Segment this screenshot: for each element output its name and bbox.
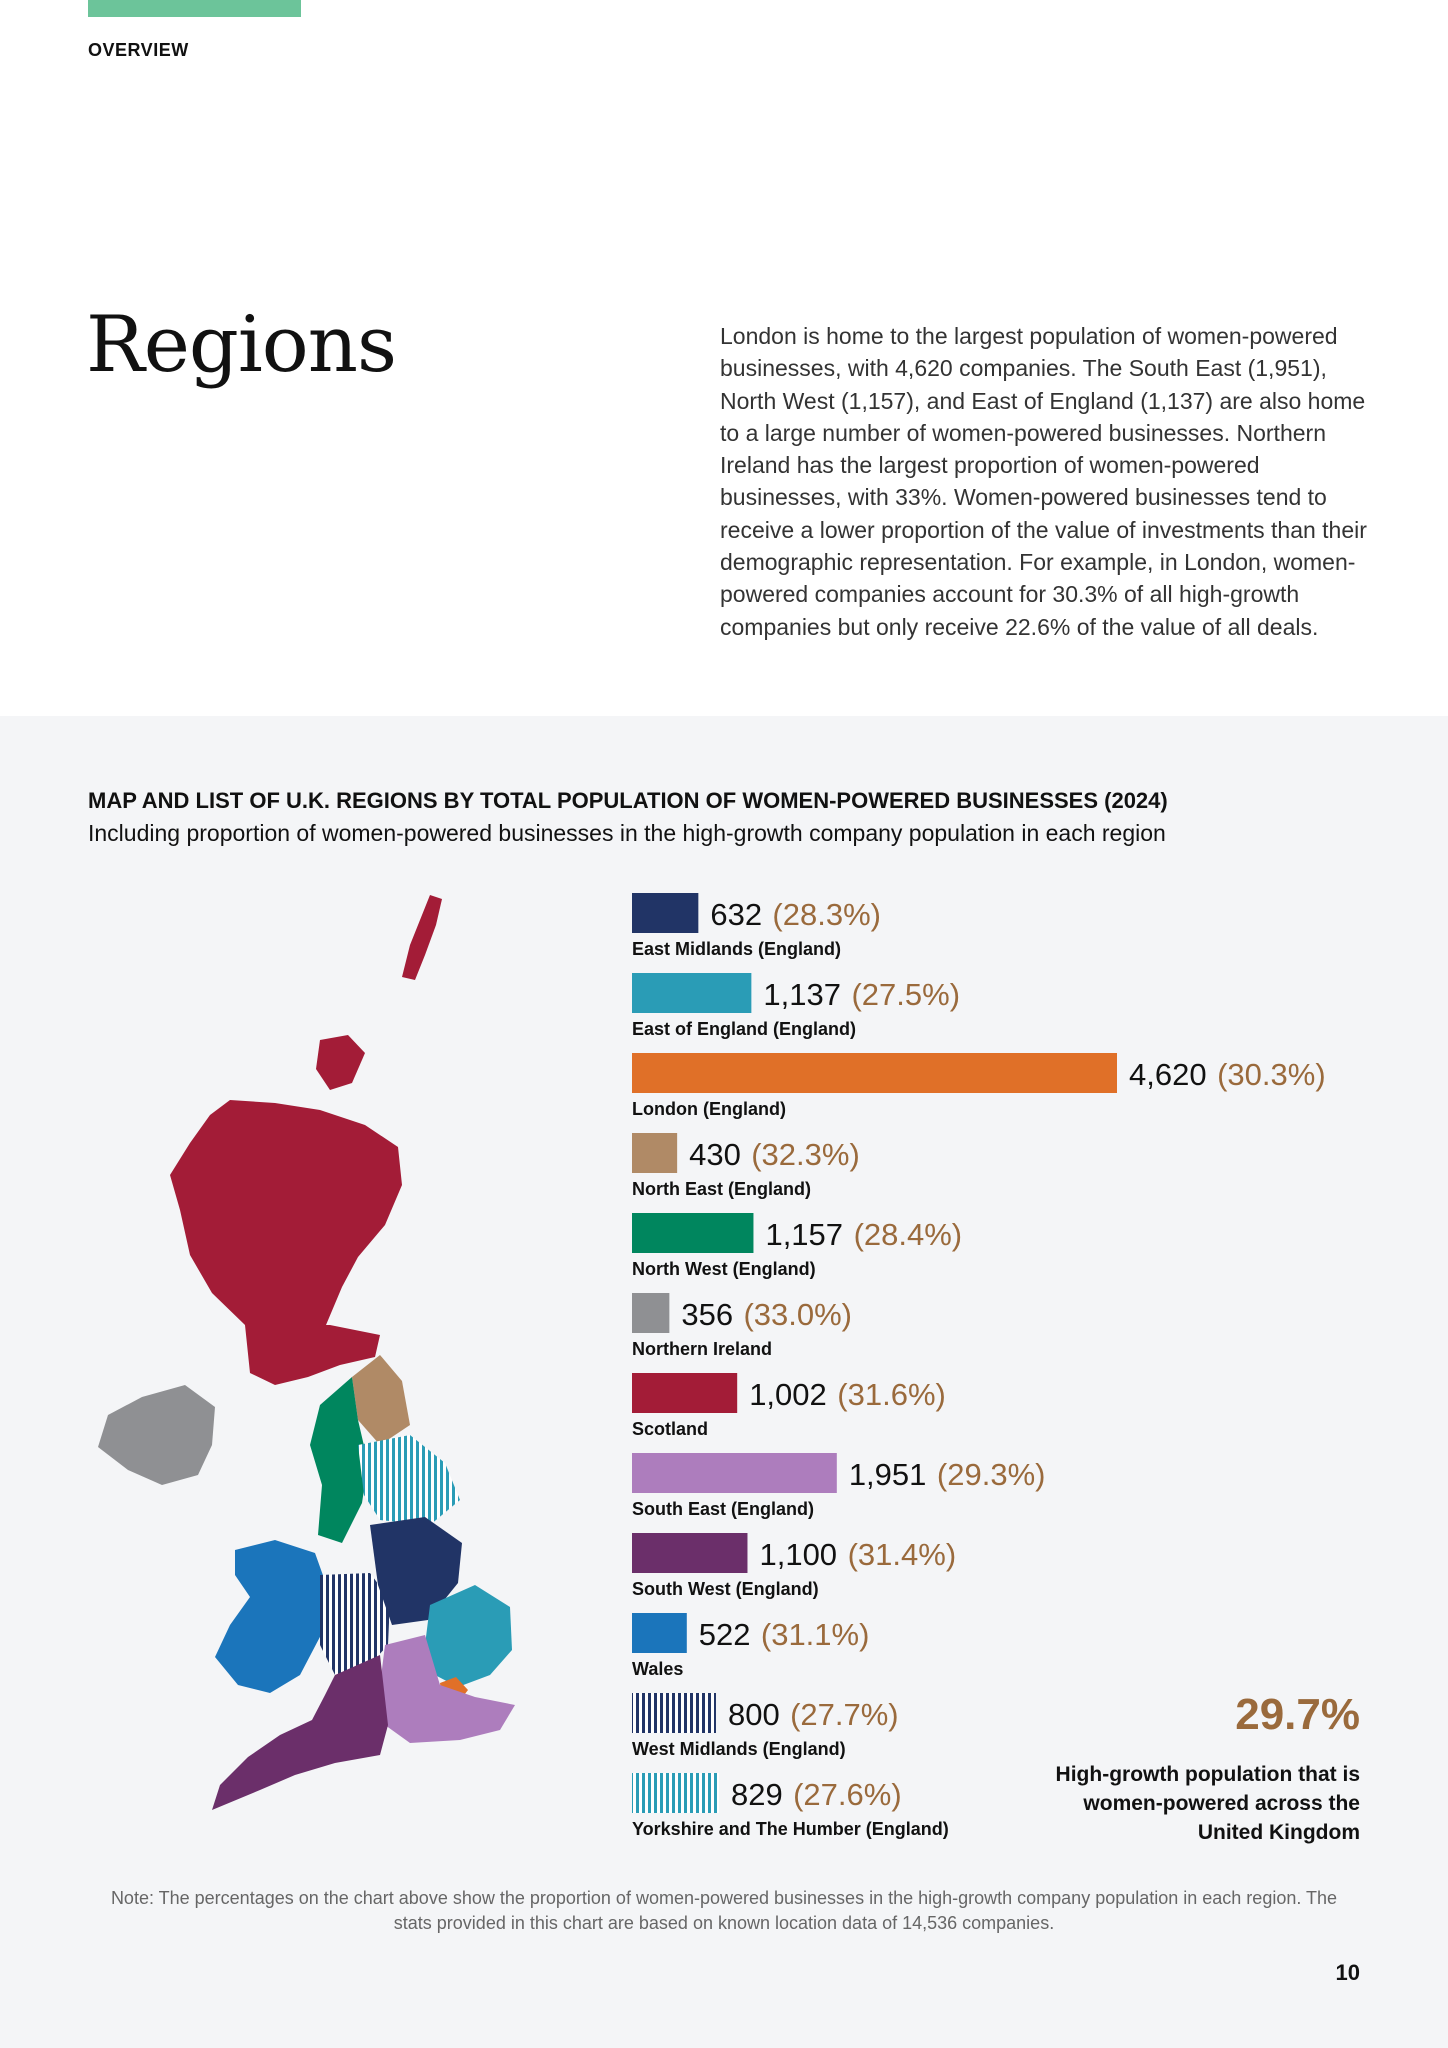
bar-value-label: 1,157: [765, 1217, 844, 1252]
bar-percent-label: (31.1%): [760, 1617, 870, 1652]
bar-percent-label: (27.7%): [790, 1697, 899, 1732]
bar-value-label: 800: [727, 1697, 780, 1732]
bar-percent-label: (33.0%): [743, 1297, 852, 1332]
bar-value-label: 522: [698, 1617, 751, 1652]
bar-category-label: Northern Ireland: [632, 1339, 773, 1359]
section-label: OVERVIEW: [88, 40, 189, 60]
bar-value-label: 1,137: [763, 977, 841, 1012]
bar-category-label: Wales: [632, 1659, 684, 1679]
bar-percent-label: (29.3%): [936, 1457, 1046, 1492]
map-region-shetland: [402, 895, 442, 980]
map-region-wales: [215, 1540, 330, 1693]
bar-value-label: 1,951: [848, 1457, 927, 1492]
bar-category-label: North East (England): [632, 1179, 811, 1199]
chart-subtitle: Including proportion of women-powered businesses in the high-growth company population in each region: [88, 820, 1166, 846]
bar-category-label: East of England (England): [632, 1019, 856, 1039]
map-region-scotland: [170, 1100, 402, 1363]
bar-value-label: 356: [681, 1297, 734, 1332]
page-number: 10: [1335, 1960, 1360, 1985]
map-region-yorkshire: [358, 1435, 460, 1525]
bar-percent-label: (30.3%): [1217, 1057, 1326, 1092]
bar-category-label: East Midlands (England): [632, 939, 842, 959]
map-region-orkney: [316, 1035, 365, 1090]
chart-title: MAP AND LIST OF U.K. REGIONS BY TOTAL POPULATION OF WOMEN-POWERED BUSINESSES (2024): [88, 788, 1168, 813]
bar-percent-label: (32.3%): [751, 1137, 860, 1172]
bar-percent-label: (31.4%): [847, 1537, 957, 1572]
chart-note: Note: The percentages on the chart above show the proportion of women-powered businesses in the high-growth company population in each region. The stats provided in this chart are based on known location data of 14,536 companies.: [110, 1888, 1338, 1933]
intro-paragraph: London is home to the largest population of women-powered businesses, with 4,620 companies. The South East (1,951), North West (1,157), and East of England (1,137) are also home to a large number of women-powered businesses. Northern Ireland has the largest proportion of women-powered businesses, with 33%. Women-powered businesses tend to receive a lower proportion of the value of investments than their demographic representation. For example, in London, women-powered companies account for 30.3% of all high-growth companies but only receive 22.6% of the value of all deals.: [720, 323, 1367, 640]
bar-percent-label: (28.4%): [853, 1217, 963, 1252]
bar-percent-label: (27.5%): [851, 977, 961, 1012]
page-title: Regions: [86, 300, 396, 390]
bar-category-label: West Midlands (England): [632, 1739, 846, 1759]
bar-value-label: 829: [731, 1777, 783, 1812]
bar-percent-label: (31.6%): [837, 1377, 946, 1412]
bar-category-label: South West (England): [632, 1579, 819, 1599]
accent-bar: [88, 0, 301, 17]
bar-category-label: North West (England): [632, 1259, 816, 1279]
uk-region-map: [80, 885, 580, 1825]
bar-category-label: South East (England): [632, 1499, 814, 1519]
bar-value-label: 1,100: [759, 1537, 838, 1572]
bar-value-label: 430: [689, 1137, 741, 1172]
bar-value-label: 632: [710, 897, 763, 932]
summary-stat-caption: High-growth population that is women-powered across the United Kingdom: [1055, 1763, 1360, 1844]
bar-category-label: Scotland: [632, 1419, 709, 1439]
map-region-northern-ireland: [98, 1385, 215, 1485]
bar-percent-label: (27.6%): [793, 1777, 902, 1812]
bar-value-label: 4,620: [1129, 1057, 1207, 1092]
bar-category-label: Yorkshire and The Humber (England): [632, 1819, 949, 1839]
bar-category-label: London (England): [632, 1099, 786, 1119]
bar-value-label: 1,002: [749, 1377, 827, 1412]
summary-stat-value: 29.7%: [1235, 1690, 1360, 1739]
map-region-north-east: [352, 1355, 410, 1445]
bar-percent-label: (28.3%): [772, 897, 881, 932]
